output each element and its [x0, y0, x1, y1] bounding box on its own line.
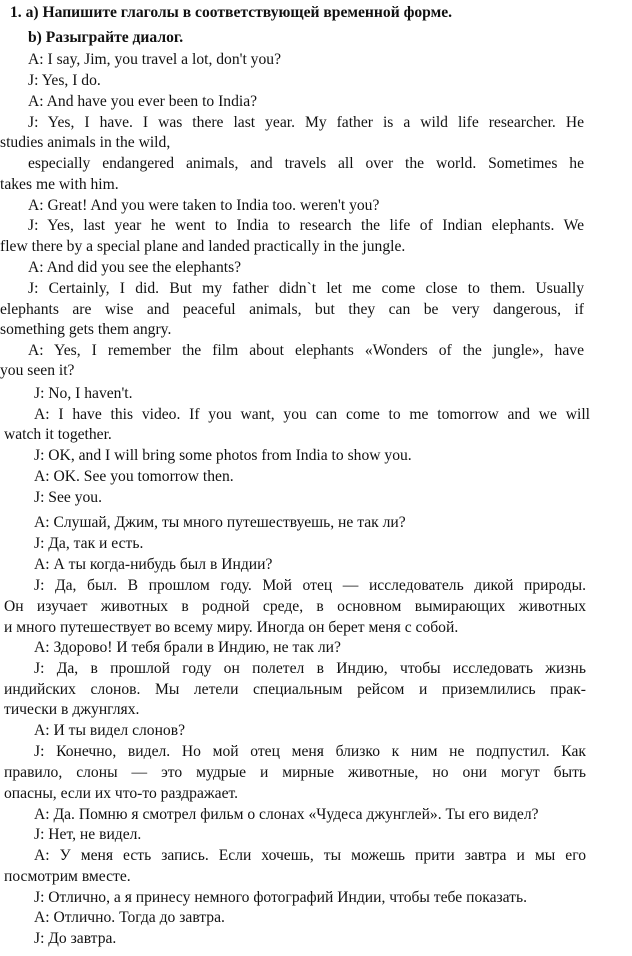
- dialogue-line: A: And have you ever been to India?: [28, 93, 258, 110]
- dialogue-line: J: Да, в прошлой году он полетел в Индию, чтобы исследовать жизнь: [34, 660, 586, 677]
- exercise-subheading: b) Разыграйте диалог.: [28, 29, 184, 46]
- dialogue-line: something gets them angry.: [0, 321, 172, 338]
- dialogue-line: A: Great! And you were taken to India too. weren't you?: [28, 197, 380, 214]
- dialogue-line: правило, слоны — это мудрые и мирные животные, но они могут быть: [4, 764, 586, 781]
- dialogue-line: А: Слушай, Джим, ты много путешествуешь, не так ли?: [34, 514, 406, 531]
- dialogue-line: J: Конечно, видел. Но мой отец меня близко к ним не подпустил. Как: [34, 743, 586, 760]
- dialogue-line: J: Да, был. В прошлом году. Мой отец — исследователь дикой природы.: [34, 577, 586, 594]
- dialogue-line: А: Здорово! И тебя брали в Индию, не так ли?: [34, 639, 341, 656]
- dialogue-line: посмотрим вместе.: [4, 868, 131, 885]
- dialogue-line: J: Yes, last year he went to India to research the life of Indian elephants. We: [28, 217, 584, 234]
- dialogue-line: A: I say, Jim, you travel a lot, don't you?: [28, 51, 281, 68]
- dialogue-line: elephants are wise and peaceful animals, but they can be very dangerous, if: [0, 301, 584, 318]
- dialogue-line: J: Certainly, I did. But my father didn`t let me come close to them. Usually: [28, 280, 584, 297]
- dialogue-line: и много путешествует во всему миру. Иногда он берет меня с собой.: [4, 619, 459, 636]
- dialogue-line: especially endangered animals, and travels all over the world. Sometimes he: [28, 155, 584, 172]
- dialogue-line: тически в джунглях.: [4, 701, 140, 718]
- dialogue-line: studies animals in the wild,: [0, 134, 171, 151]
- dialogue-line: А: И ты видел слонов?: [34, 722, 186, 739]
- dialogue-line: A: I have this video. If you want, you can come to me tomorrow and we will: [34, 406, 590, 423]
- dialogue-line: А: Отлично. Тогда до завтра.: [34, 909, 225, 926]
- dialogue-line: J: Yes, I do.: [28, 72, 101, 89]
- dialogue-line: A: And did you see the elephants?: [28, 259, 242, 276]
- dialogue-line: J: OK, and I will bring some photos from India to show you.: [34, 447, 412, 464]
- dialogue-line: опасны, если их что-то раздражает.: [4, 785, 239, 802]
- dialogue-line: J: No, I haven't.: [34, 385, 133, 402]
- dialogue-line: J: Yes, I have. I was there last year. My father is a wild life researcher. He: [28, 114, 584, 131]
- dialogue-line: J: Нет, не видел.: [34, 826, 142, 843]
- dialogue-line: A: OK. See you tomorrow then.: [34, 468, 234, 485]
- dialogue-line: J: See you.: [34, 489, 103, 506]
- dialogue-line: you seen it?: [0, 362, 75, 379]
- dialogue-line: А: Да. Помню я смотрел фильм о слонах «Чудеса джунглей». Ты его видел?: [34, 806, 539, 823]
- dialogue-line: J: До завтра.: [34, 930, 117, 947]
- dialogue-line: A: Yes, I remember the film about elephants «Wonders of the jungle», have: [28, 342, 584, 359]
- dialogue-line: watch it together.: [4, 426, 112, 443]
- dialogue-line: А: У меня есть запись. Если хочешь, ты можешь прити завтра и мы его: [34, 847, 586, 864]
- dialogue-line: J: Да, так и есть.: [34, 535, 144, 552]
- dialogue-line: takes me with him.: [0, 176, 119, 193]
- dialogue-line: Он изучает животных в родной среде, в основном вымирающих животных: [4, 598, 586, 615]
- dialogue-line: flew there by a special plane and landed practically in the jungle.: [0, 238, 406, 255]
- exercise-heading: 1. а) Напишите глаголы в соответствующей временной форме.: [10, 4, 453, 21]
- dialogue-line: J: Отлично, а я принесу немного фотографий Индии, чтобы тебе показать.: [34, 889, 527, 906]
- dialogue-line: А: А ты когда-нибудь был в Индии?: [34, 556, 273, 573]
- dialogue-line: индийских слонов. Мы летели специальным рейсом и приземлились прак-: [4, 681, 586, 698]
